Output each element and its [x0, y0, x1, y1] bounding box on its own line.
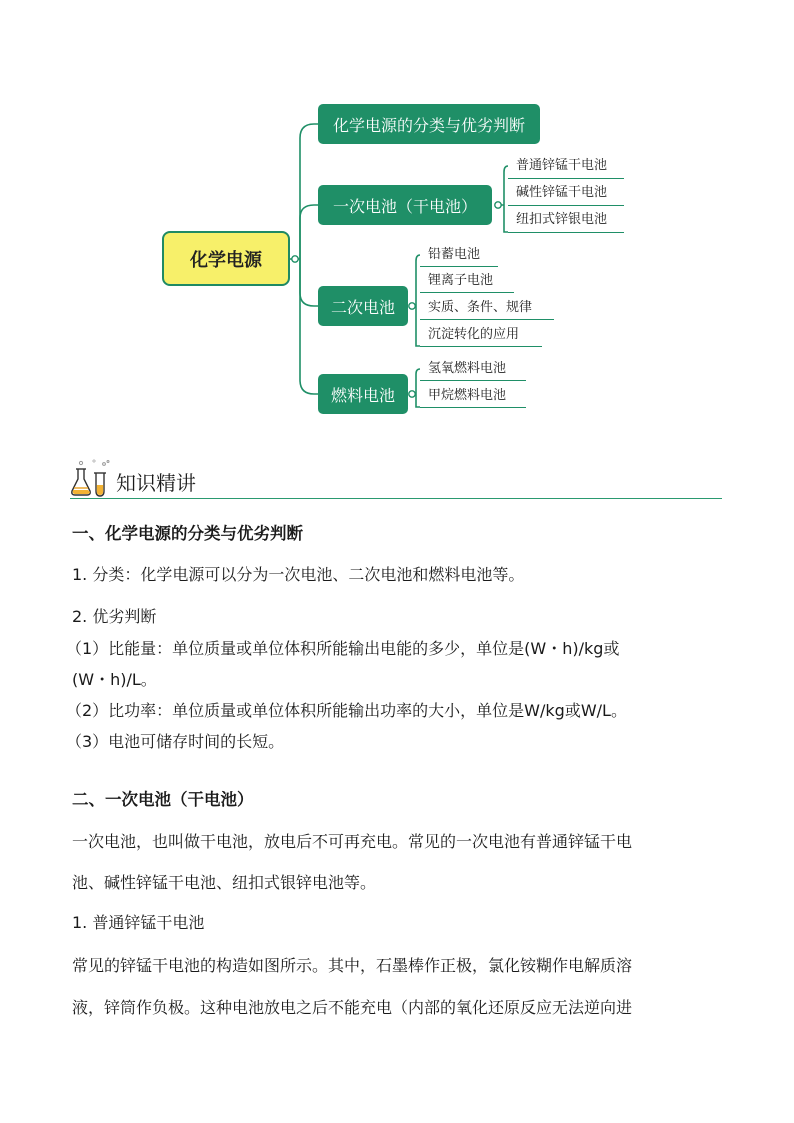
section-title: 知识精讲 — [116, 471, 196, 495]
connector-branch-1 — [300, 124, 318, 259]
lab-flask-icon — [70, 459, 114, 499]
paragraph: 1. 普通锌锰干电池 — [72, 913, 205, 932]
leaf-node: 普通锌锰干电池 — [516, 158, 608, 173]
junction-dot-group-4 — [409, 391, 415, 397]
leaf-underline — [420, 346, 542, 347]
section-divider — [70, 498, 722, 499]
connector-group-4 — [410, 369, 420, 407]
leaf-underline — [420, 319, 554, 320]
section-header — [70, 459, 722, 499]
junction-dot-group-3 — [409, 303, 415, 309]
branch-node-1: 化学电源的分类与优劣判断 — [318, 104, 540, 144]
branch-node-3: 二次电池 — [318, 286, 408, 326]
leaf-underline — [508, 205, 624, 206]
heading-classification: 一、化学电源的分类与优劣判断 — [72, 524, 303, 543]
leaf-node: 甲烷燃料电池 — [428, 388, 507, 403]
leaf-node: 沉淀转化的应用 — [428, 327, 520, 342]
junction-dot-group-2 — [495, 202, 501, 208]
paragraph: 一次电池，也叫做干电池，放电后不可再充电。常见的一次电池有普通锌锰干电 — [72, 832, 633, 851]
leaf-node: 铅蓄电池 — [428, 247, 481, 262]
leaf-underline — [420, 266, 498, 267]
leaf-underline — [420, 407, 526, 408]
connector-group-2 — [496, 166, 508, 232]
connector-branch-4 — [300, 259, 318, 394]
branch-node-2: 一次电池（干电池） — [318, 185, 492, 225]
paragraph: (W・h)/L。 — [72, 670, 157, 689]
paragraph: （3）电池可储存时间的长短。 — [66, 732, 285, 751]
connector-branch-2 — [300, 205, 318, 259]
paragraph: 1. 分类：化学电源可以分为一次电池、二次电池和燃料电池等。 — [72, 565, 525, 584]
connector-group-3 — [410, 255, 420, 346]
leaf-node: 碱性锌锰干电池 — [516, 185, 608, 200]
mind-map-root: 化学电源 — [162, 231, 290, 286]
connector-branch-3 — [300, 259, 318, 306]
leaf-underline — [420, 380, 526, 381]
paragraph: （1）比能量：单位质量或单位体积所能输出电能的多少，单位是(W・h)/kg或 — [66, 639, 620, 658]
paragraph: 常见的锌锰干电池的构造如图所示。其中，石墨棒作正极，氯化铵糊作电解质溶 — [72, 956, 633, 975]
leaf-underline — [420, 292, 514, 293]
leaf-underline — [508, 178, 624, 179]
paragraph: 池、碱性锌锰干电池、纽扣式银锌电池等。 — [72, 873, 377, 892]
paragraph: （2）比功率：单位质量或单位体积所能输出功率的大小，单位是W/kg或W/L。 — [66, 701, 627, 720]
mind-map — [0, 0, 794, 440]
leaf-node: 实质、条件、规律 — [428, 300, 533, 315]
leaf-underline — [508, 232, 624, 233]
leaf-node: 锂离子电池 — [428, 273, 494, 288]
paragraph: 液，锌筒作负极。这种电池放电之后不能充电（内部的氧化还原反应无法逆向进 — [72, 998, 633, 1017]
heading-primary-battery: 二、一次电池（干电池） — [72, 790, 254, 809]
leaf-node: 纽扣式锌银电池 — [516, 212, 608, 227]
branch-node-4: 燃料电池 — [318, 374, 408, 414]
junction-dot-root — [292, 256, 298, 262]
paragraph: 2. 优劣判断 — [72, 607, 157, 626]
leaf-node: 氢氧燃料电池 — [428, 361, 507, 376]
